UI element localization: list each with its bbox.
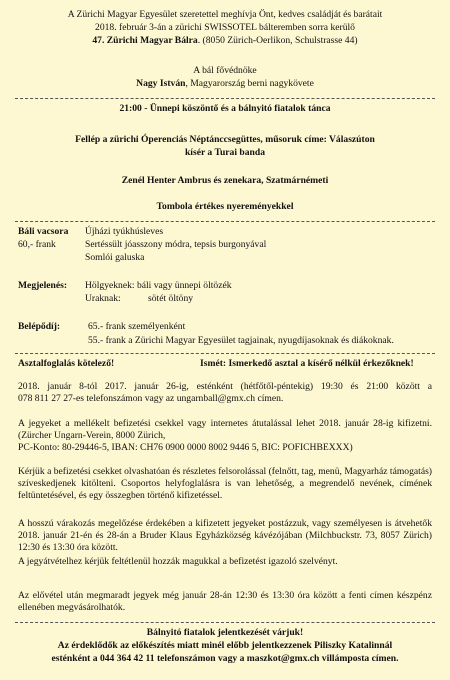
patron-line [0, 78, 450, 90]
divider-3 [15, 353, 435, 354]
booking-para-1-line-2: 078 811 27 27-es telefonszámon vagy az ungarnball@gmx.ch címen. [18, 393, 284, 405]
invitation-line-1: A Zürichi Magyar Egyesület szeretettel meghívja Önt, kedves családját és barátait [67, 9, 383, 20]
ball-name: 47. Zürichi Magyar Bálra [92, 35, 198, 46]
patron-role: , Magyarország berni nagykövete [185, 78, 314, 89]
booking-para-4: A hosszú várakozás megelőzése érdekében a kifizetett jegyeket postázzuk, vagy személyesen is átvehetők 2018. január 21-én és 28-án a Bruder Klaus Egyházközség kávézójában (Milchbuckstr. 73, 8057 Zürich) 12:30 és 13:30 óra között. [18, 518, 432, 554]
ball-address: . (8050 Zürich-Oerlikon, Schulstrasse 44) [197, 35, 358, 46]
dresscode-men-value: sötét öltöny [148, 293, 194, 304]
patron-name: Nagy István [136, 78, 186, 89]
footer-line-1: Bálnyitó fiatalok jelentkezését várjuk! [146, 627, 304, 638]
dinner-item-3: Somlói galuska [85, 252, 145, 263]
dresscode-men-label: Uraknak: [85, 293, 121, 304]
divider-1 [15, 98, 435, 99]
booking-para-2 [18, 418, 432, 455]
booking-para-2-text: A jegyeket a mellékelt befizetési csekkel vagy internetes átutalással lehet 2018. január 28-ig kifizetni. (Zürcher Ungarn-Verein, 8000 Zürich, [18, 418, 432, 442]
invitation-line-3 [0, 35, 450, 47]
booking-meet-table: Ismét: Ismerkedő asztal a kísérő nélkül érkezőknek! [200, 358, 414, 369]
dinner-label: Báli vacsora [18, 226, 69, 237]
patron-title: A bál fővédnöke [193, 65, 257, 76]
dresscode-ladies: Hölgyeknek: báli vagy ünnepi öltözék [85, 280, 232, 291]
entry-label: Belépődíj: [18, 321, 61, 332]
program-dance-line-2: kísér a Turai banda [184, 147, 266, 158]
dinner-item-1: Újházi tyúkhúsleves [85, 226, 164, 237]
footer-line-2: Az érdeklődők az előkészítés miatt minél előbb jelentkezzenek Piliszky Katalinnál [57, 640, 393, 651]
booking-para-6: Az elővétel után megmaradt jegyek még január 28-án 12:30 és 13:30 óra között a fenti címen készpénz ellenében megvásárolhatók. [18, 590, 432, 614]
booking-para-3: Kérjük a befizetési csekket olvashatóan és részletes felsorolással (felnőtt, tag, menü, Magyarház támogatás) szíveskedjenek kitölteni. Csoportos helyfoglalásra is van lehetőség, a megrendelő nevének, címének feltüntetésével, és egy összegben történő kifizetéssel. [18, 466, 432, 502]
booking-required: Asztalfoglalás kötelező! [18, 358, 115, 369]
dresscode-label: Megjelenés: [18, 280, 68, 291]
program-music: Zenél Henter Ambrus és zenekara, Szatmárnémeti [121, 175, 329, 186]
divider-2 [15, 221, 435, 222]
entry-fee-1: 65.- frank személyenként [88, 321, 186, 332]
booking-para-1-line-1: 2018. január 8-tól 2017. január 26-ig, esténként (hétfőtől-péntekig) 19:30 és 21:00 között a [18, 381, 432, 392]
dinner-price: 60,- frank [18, 239, 56, 250]
booking-bank-details: PC-Konto: 80-29446-5, IBAN: CH76 0900 0000 8002 9446 5, BIC: POFICHBEXXX) [18, 442, 353, 454]
footer-line-3: esténként a 044 364 42 11 telefonszámon vagy a maszkot@gmx.ch villámposta címen. [51, 653, 399, 664]
program-opening: 21:00 - Ünnepi köszöntő és a bálnyitó fiatalok tánca [119, 103, 331, 114]
divider-4 [15, 622, 435, 623]
program-tombola: Tombola értékes nyereményekkel [156, 201, 294, 212]
dinner-item-2: Sertéssült jóasszony módra, tepsis burgonyával [85, 239, 267, 250]
entry-fee-2: 55.- frank a Zürichi Magyar Egyesület tagjainak, nyugdíjasoknak és diákoknak. [88, 335, 394, 346]
booking-para-5: A jegyátvételhez kérjük feltétlenül hozzák magukkal a befizetést igazoló szelvényt. [18, 556, 338, 567]
invitation-line-2: 2018. február 3-án a zürichi SWISSOTEL bálteremben sorra kerülő [95, 22, 355, 33]
booking-para-1 [18, 381, 432, 405]
program-dance-line-1: Fellép a zürichi Óperenciás Néptánccsegüttes, műsoruk címe: Válaszúton [75, 134, 375, 145]
